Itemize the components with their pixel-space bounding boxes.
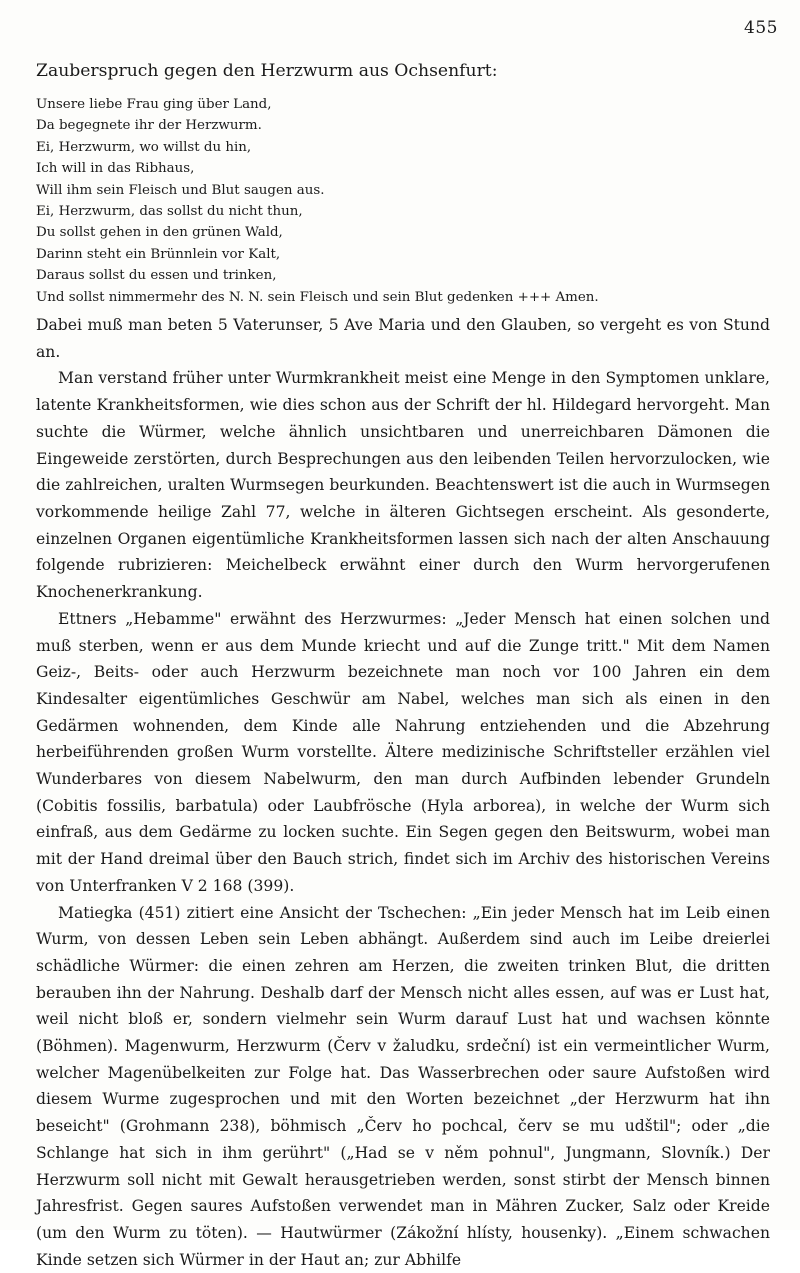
verse-line: Will ihm sein Fleisch und Blut saugen aus. bbox=[36, 182, 325, 198]
verse-line: Darinn steht ein Brünnlein vor Kalt, bbox=[36, 246, 281, 262]
verse-line: Ich will in das Ribhaus, bbox=[36, 161, 195, 177]
verse-line: Unsere liebe Frau ging über Land, bbox=[36, 97, 272, 112]
page-body bbox=[36, 58, 770, 1273]
section-heading: Zauberspruch gegen den Herzwurm aus Ochsenfurt: bbox=[36, 61, 498, 81]
verse-line: Du sollst gehen in den grünen Wald, bbox=[36, 225, 283, 241]
verse-line: Und sollst nimmermehr des N. N. sein Fleisch und sein Blut gedenken +++ Amen. bbox=[36, 289, 599, 305]
charm-verse bbox=[36, 94, 770, 308]
verse-line: Da begegnete ihr der Herzwurm. bbox=[36, 118, 262, 134]
paragraph: Ettners „Hebamme" erwähnt des Herzwurmes: „Jeder Mensch hat einen solchen und muß sterben, wenn er aus dem Munde kriecht und auf die Zunge tritt." Mit dem Namen Geiz-, Beits- oder auch Herzwurm bezeichnete man noch vor 100 Jahren ein dem Kindesalter eigentümliches Geschwür am Nabel, welches man sich als einen in den Gedärmen wohnenden, dem Kinde alle Nahrung entziehenden und die Abzehrung herbeiführenden großen Wurm vorstellte. Ältere medizinische Schriftsteller erzählen viel Wunderbares von diesem Nabelwurm, den man durch Aufbinden lebender Grundeln (Cobitis fossilis, barbatula) oder Laubfrösche (Hyla arborea), in welche der Wurm sich einfraß, aus dem Gedärme zu locken suchte. Ein Segen gegen den Beitswurm, wobei man mit der Hand dreimal über den Bauch strich, findet sich im Archiv des historischen Vereins von Unterfranken V 2 168 (399). bbox=[36, 609, 770, 895]
verse-line: Ei, Herzwurm, wo willst du hin, bbox=[36, 139, 252, 155]
page-number: 455 bbox=[744, 18, 778, 38]
paragraph: Dabei muß man beten 5 Vaterunser, 5 Ave Maria und den Glauben, so vergeht es von Stund an. bbox=[36, 316, 770, 361]
verse-line: Daraus sollst du essen und trinken, bbox=[36, 268, 277, 284]
paragraph: Matiegka (451) zitiert eine Ansicht der Tschechen: „Ein jeder Mensch hat im Leib einen Wurm, von dessen Leben sein Leben abhängt. Außerdem sind auch im Leibe dreierlei schädliche Würmer: die einen zehren am Herzen, die zweiten trinken Blut, die dritten berauben ihn der Nahrung. Deshalb darf der Mensch nicht alles essen, auf was er Lust hat, weil nicht bloß er, sondern vielmehr sein Wurm darauf Lust hat und wachsen könnte (Böhmen). Magenwurm, Herzwurm (Červ v žaludku, srdeční) ist ein vermeintlicher Wurm, welcher Magenübelkeiten zur Folge hat. Das Wasserbrechen oder saure Aufstoßen wird diesem Wurme zugesprochen und mit den Worten bezeichnet „der Herzwurm hat ihn beseicht" (Grohmann 238), böhmisch „Červ ho pochcal, červ se mu udštil"; oder „die Schlange hat sich in ihm gerührt" („Had se v něm pohnul", Jungmann, Slovník.) Der Herzwurm soll nicht mit Gewalt herausgetrieben werden, sonst stirbt der Mensch binnen Jahresfrist. Gegen saures Aufstoßen verwendet man in Mähren Zucker, Salz oder Kreide (um den Wurm zu töten). — Hautwürmer (Zákožní hlísty, housenky). „Einem schwachen Kinde setzen sich Würmer in der Haut an; zur Abhilfe bbox=[36, 903, 770, 1269]
verse-line: Ei, Herzwurm, das sollst du nicht thun, bbox=[36, 204, 303, 220]
body-text bbox=[36, 312, 770, 1273]
paragraph: Man verstand früher unter Wurmkrankheit meist eine Menge in den Symptomen unklare, latente Krankheitsformen, wie dies schon aus der Schrift der hl. Hildegard hervorgeht. Man suchte die Würmer, welche ähnlich unsichtbaren und unerreichbaren Dämonen die Eingeweide zerstörten, durch Besprechungen aus den leibenden Teilen hervorzulocken, wie die zahlreichen, uralten Wurmsegen beurkunden. Beachtenswert ist die auch in Wurmsegen vorkommende heilige Zahl 77, welche in älteren Gichtsegen erscheint. Als gesonderte, einzelnen Organen eigentümliche Krankheitsformen lassen sich nach der alten Anschauung folgende rubrizieren: Meichelbeck erwähnt einer durch den Wurm hervorgerufenen Knochenerkrankung. bbox=[36, 369, 770, 602]
